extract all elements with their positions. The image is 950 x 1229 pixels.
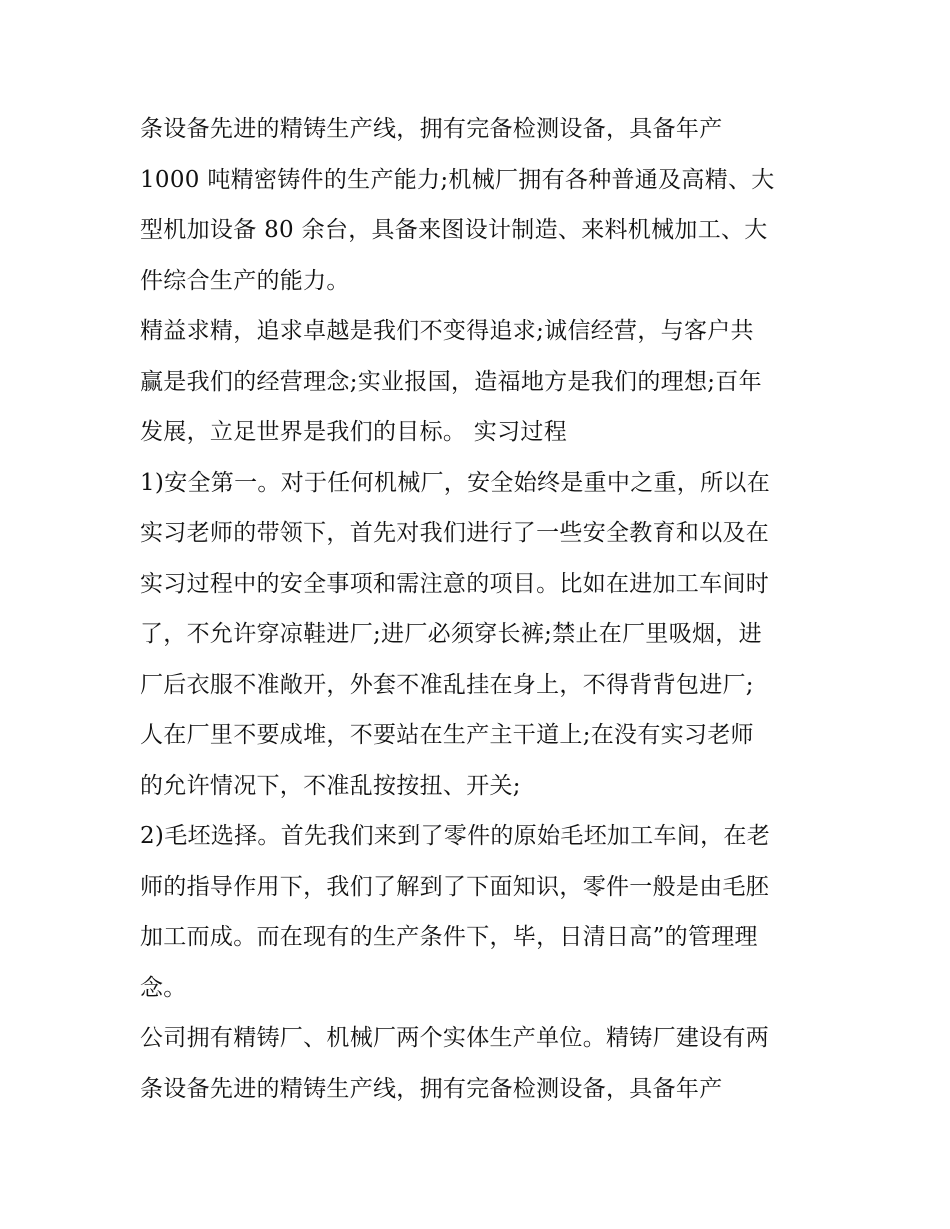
text-line: 条设备先进的精铸生产线，拥有完备检测设备，具备年产 (140, 1075, 723, 1102)
text-line: 赢是我们的经营理念;实业报国，造福地方是我们的理想;百年 (140, 368, 762, 395)
text-line: 条设备先进的精铸生产线，拥有完备检测设备，具备年产 (140, 116, 723, 142)
text-line: 的允许情况下，不准乱按按扭、开关; (140, 772, 521, 799)
text-line: 厂后衣服不准敞开，外套不准乱挂在身上，不得背背包进厂; (140, 671, 754, 698)
text-line: 发展，立足世界是我们的目标。 实习过程 (140, 419, 568, 445)
paragraph-capability (140, 104, 820, 306)
text-line: 2)毛坯选择。首先我们来到了零件的原始毛坯加工车间，在老 (140, 823, 771, 849)
text-line: 师的指导作用下，我们了解到了下面知识，零件一般是由毛胚 (140, 873, 770, 900)
paragraph-company (140, 1013, 820, 1114)
document-body (140, 104, 820, 1114)
text-line: 人在厂里不要成堆，不要站在生产主干道上;在没有实习老师 (140, 722, 754, 748)
text-line: 公司拥有精铸厂、机械厂两个实体生产单位。精铸厂建设有两 (140, 1025, 770, 1051)
text-line: 念。 (140, 974, 187, 1001)
text-line: 1)安全第一。对于任何机械厂，安全始终是重中之重，所以在 (140, 469, 771, 496)
text-line: 1000 吨精密铸件的生产能力;机械厂拥有各种普通及高精、大 (140, 166, 775, 193)
paragraph-blank-selection (140, 811, 820, 1013)
text-line: 型机加设备 80 余台，具备来图设计制造、来料机械加工、大 (140, 217, 768, 243)
paragraph-safety (140, 458, 820, 812)
text-line: 加工而成。而在现有的生产条件下，毕，日清日高”的管理理 (140, 924, 758, 950)
text-line: 实习老师的带领下，首先对我们进行了一些安全教育和以及在 (140, 520, 770, 546)
text-line: 精益求精，追求卓越是我们不变得追求;诚信经营，与客户共 (140, 318, 754, 344)
paragraph-philosophy (140, 306, 820, 458)
text-line: 了，不允许穿凉鞋进厂;进厂必须穿长裤;禁止在厂里吸烟，进 (140, 621, 762, 647)
text-line: 实习过程中的安全事项和需注意的项目。比如在进加工车间时 (140, 570, 770, 597)
text-line: 件综合生产的能力。 (140, 267, 350, 294)
